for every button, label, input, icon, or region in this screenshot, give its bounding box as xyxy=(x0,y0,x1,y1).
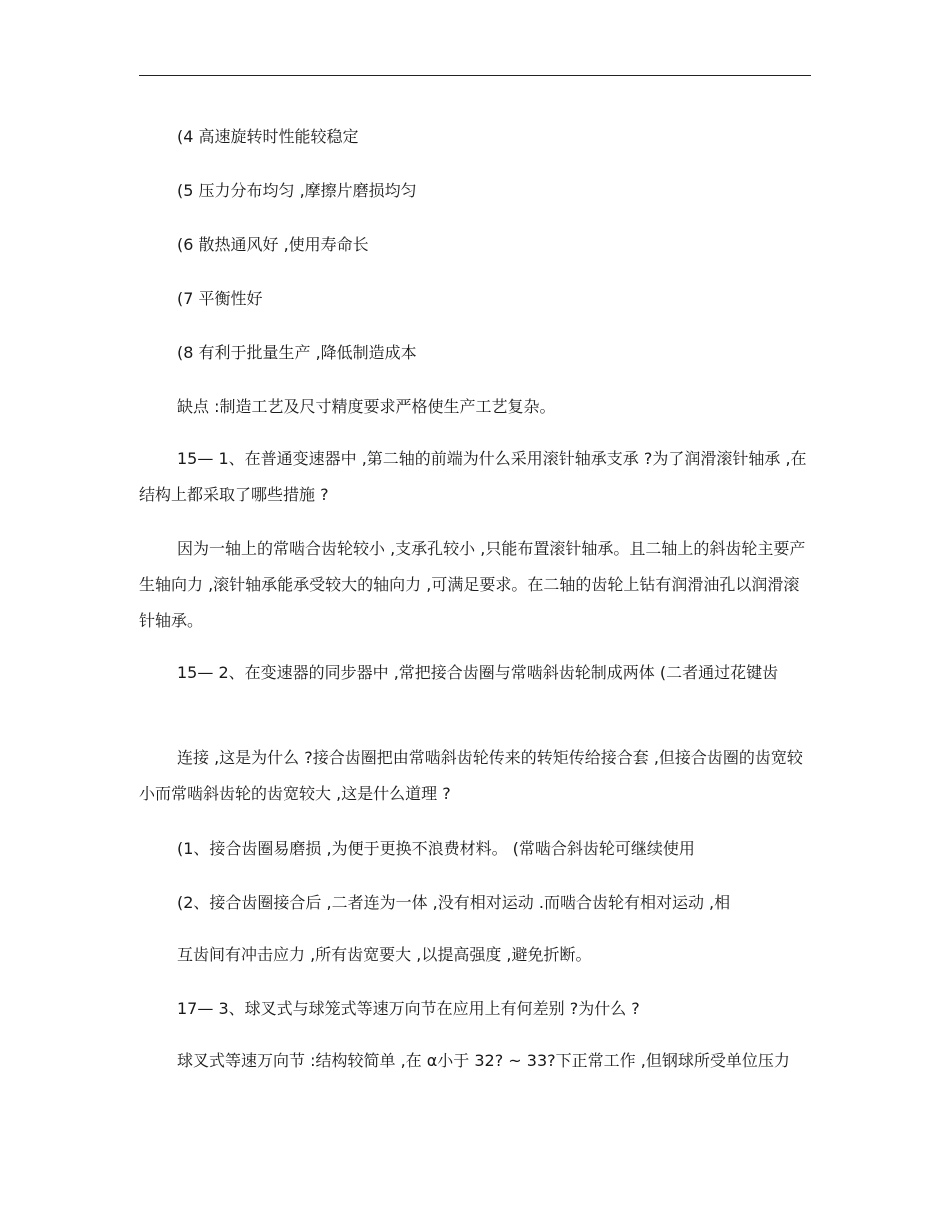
answer-15-1: 因为一轴上的常啮合齿轮较小 ,支承孔较小 ,只能布置滚针轴承。且二轴上的斜齿轮主要产生轴向力 ,滚针轴承能承受较大的轴向力 ,可满足要求。在二轴的齿轮上钻有润滑油孔以润滑滚针轴承。 xyxy=(139,539,806,630)
disadvantage-line: 缺点 :制造工艺及尺寸精度要求严格使生产工艺复杂。 xyxy=(177,397,556,416)
question-17-3: 17— 3、球叉式与球笼式等速万向节在应用上有何差别 ?为什么 ? xyxy=(177,999,640,1018)
advantage-4: (4 高速旋转时性能较稳定 xyxy=(177,127,359,146)
advantage-6: (6 散热通风好 ,使用寿命长 xyxy=(177,235,369,254)
advantage-5: (5 压力分布均匀 ,摩擦片磨损均匀 xyxy=(177,181,417,200)
header-rule xyxy=(139,75,811,76)
question-15-2-part2: 连接 ,这是为什么 ?接合齿圈把由常啮斜齿轮传来的转矩传给接合套 ,但接合齿圈的齿宽较小而常啮斜齿轮的齿宽较大 ,这是什么道理 ? xyxy=(139,748,803,803)
question-15-2-part1: 15— 2、在变速器的同步器中 ,常把接合齿圈与常啮斜齿轮制成两体 (二者通过花键齿 xyxy=(177,663,779,682)
answer-15-2-item1: (1、接合齿圈易磨损 ,为便于更换不浪费材料。 (常啮合斜齿轮可继续使用 xyxy=(177,839,695,858)
advantage-8: (8 有利于批量生产 ,降低制造成本 xyxy=(177,343,417,362)
answer-15-2-item2-line1: (2、接合齿圈接合后 ,二者连为一体 ,没有相对运动 .而啮合齿轮有相对运动 ,相 xyxy=(177,893,731,912)
answer-17-3: 球叉式等速万向节 :结构较简单 ,在 α小于 32? ~ 33?下正常工作 ,但钢球所受单位压力 xyxy=(177,1051,790,1070)
advantage-7: (7 平衡性好 xyxy=(177,289,263,308)
question-15-1: 15— 1、在普通变速器中 ,第二轴的前端为什么采用滚针轴承支承 ?为了润滑滚针轴承 ,在结构上都采取了哪些措施 ? xyxy=(139,449,807,504)
answer-15-2-item2-line2: 互齿间有冲击应力 ,所有齿宽要大 ,以提高强度 ,避免折断。 xyxy=(177,945,592,964)
